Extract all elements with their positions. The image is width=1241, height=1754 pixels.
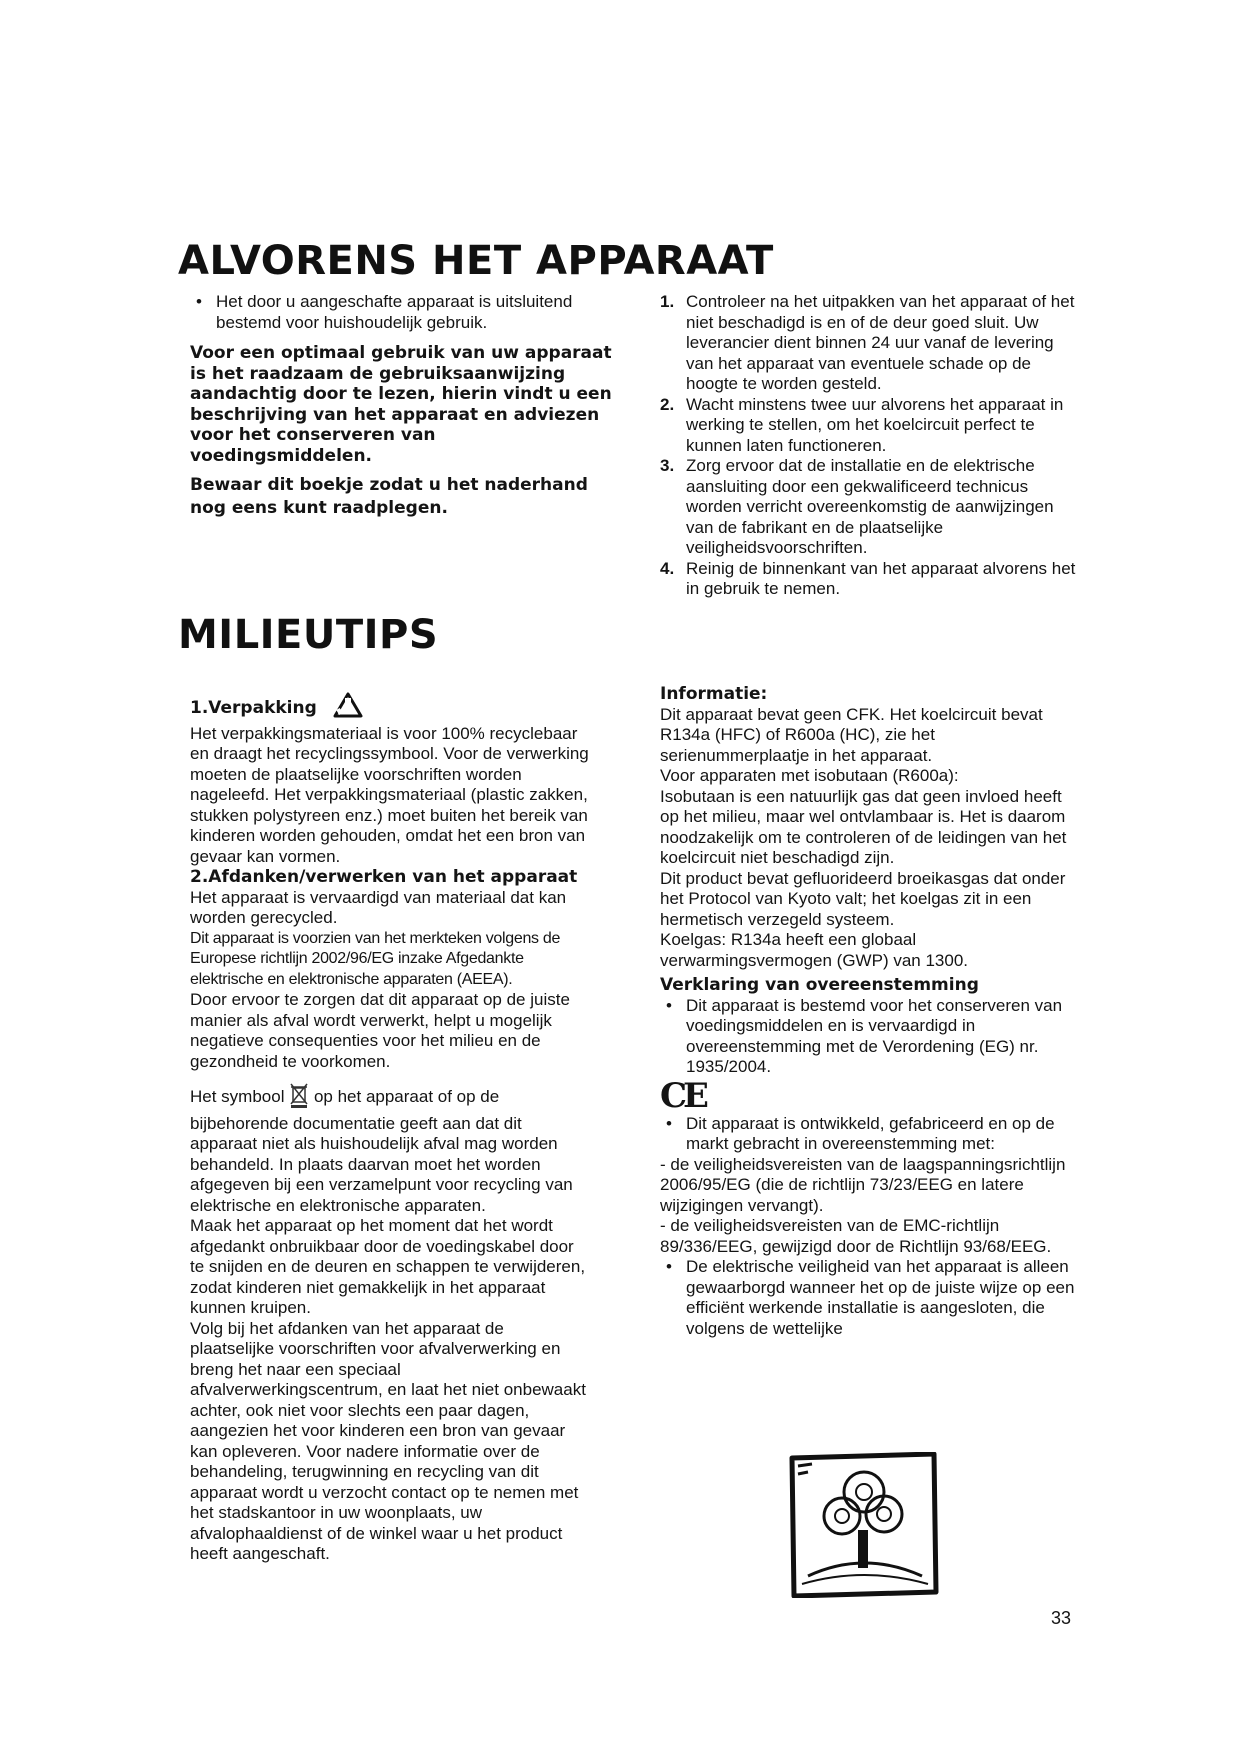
disposal-text-1: Het apparaat is vervaardigd van materiaal dat kan worden gerecycled. [190, 887, 567, 927]
info-text-2: Voor apparaten met isobutaan (R600a): [660, 766, 959, 785]
alvorens-left-column [190, 292, 620, 520]
reading-advice: Voor een optimaal gebruik van uw apparaat is het raadzaam de gebruiksaanwijzing aandachtig door te lezen, hierin vindt u een beschrijving van het apparaat en adviezen voor het conserveren van voedingsmiddelen. [190, 343, 612, 466]
declaration-heading: Verklaring van overeenstemming [660, 975, 979, 995]
milieutips-right-column [660, 684, 1080, 1339]
alvorens-right-column [660, 292, 1080, 600]
milieutips-left-column [190, 692, 590, 1565]
info-text-4: Dit product bevat gefluorideerd broeikasgas dat onder het Protocol van Kyoto valt; het koelgas zit in een hermetisch verzegeld systeem. [660, 868, 1066, 929]
ce-mark: CE [660, 1075, 705, 1116]
info-text-5: Koelgas: R134a heeft een globaal verwarmingsvermogen (GWP) van 1300. [660, 930, 969, 970]
disposal-heading: 2.Afdanken/verwerken van het apparaat [190, 867, 578, 887]
info-text-1: Dit apparaat bevat geen CFK. Het koelcircuit bevat R134a (HFC) of R600a (HC), zie het serienummerplaatje in het apparaat. [660, 704, 1043, 765]
step-1: 1. Controleer na het uitpakken van het apparaat of het niet beschadigd is en of de deur goed sluit. Uw leverancier dient binnen 24 uur vanaf de levering van het apparaat van eventuele schade op de hoogte te worden gesteld. [660, 292, 1075, 393]
declaration-bullet-2: • Dit apparaat is ontwikkeld, gefabriceerd en op de markt gebracht in overeenstemming met: [666, 1113, 1055, 1153]
section-title-milieutips: MILIEUTIPS [178, 612, 439, 658]
disposal-text-4: Maak het apparaat op het moment dat het wordt afgedankt onbruikbaar door de voedingskabel door te snijden en de deuren en schappen te verwijderen, zodat kinderen niet gemakkelijk in het apparaat kunnen kruipen. [190, 1216, 586, 1317]
disposal-text-5: Volg bij het afdanken van het apparaat de plaatselijke voorschriften voor afvalverwerking en breng het naar een speciaal afvalverwerkingscentrum, en laat het niet onbewaakt achter, ook niet voor slechts een paar dagen, aangezien het voor kinderen een bron van gevaar kan opleveren. Voor nadere informatie over de behandeling, terugwinning en recycling van dit apparaat wordt u verzocht contact op te nemen met het stadskantoor in uw woonplaats, uw afvalophaaldienst of de winkel waar u het product heeft aangeschaft. [190, 1318, 586, 1563]
step-2: 2. Wacht minstens twee uur alvorens het apparaat in werking te stellen, om het koelcircuit perfect te kunnen laten functioneren. [660, 394, 1064, 455]
step-4: 4. Reinig de binnenkant van het apparaat alvorens het in gebruik te nemen. [660, 558, 1076, 598]
info-heading: Informatie: [660, 684, 768, 704]
tree-icon [788, 1452, 940, 1598]
recycling-icon [333, 692, 363, 724]
declaration-bullet-3: • De elektrische veiligheid van het apparaat is alleen gewaarborgd wanneer het op de juiste wijze op een efficiënt werkende installatie is aangesloten, die volgens de wettelijke [666, 1257, 1075, 1338]
usage-bullet: • Het door u aangeschafte apparaat is uitsluitend bestemd voor huishoudelijk gebruik. [196, 292, 573, 332]
section-title-alvorens: ALVORENS HET APPARAAT [178, 238, 774, 284]
keep-booklet-note: Bewaar dit boekje zodat u het naderhand nog eens kunt raadplegen. [190, 475, 588, 518]
packaging-heading: 1.Verpakking [190, 692, 590, 724]
packaging-text: Het verpakkingsmateriaal is voor 100% recyclebaar en draagt het recyclingssymbool. Voor de verwerking moeten de plaatselijke voorschriften worden nageleefd. Het verpakkingsmateriaal (plastic zakken, stukken polystyreen enz.) moet buiten het bereik van kinderen worden gehouden, omdat het een bron van gevaar kan vormen. [190, 723, 589, 866]
declaration-emc: - de veiligheidsvereisten van de EMC-richtlijn 89/336/EEG, gewijzigd door de Richtlijn 93/68/EEG. [660, 1216, 1052, 1256]
step-3: 3. Zorg ervoor dat de installatie en de elektrische aansluiting door een gekwalificeerd technicus worden verricht overeenkomstig de aanwijzingen van de fabrikant en de plaatselijke veiligheidsvoorschriften. [660, 456, 1054, 557]
info-text-3: Isobutaan is een natuurlijk gas dat geen invloed heeft op het milieu, maar wel ontvlambaar is. Het is daarom noodzakelijk om te controleren of de leidingen van het koelcircuit niet beschadigd zijn. [660, 786, 1067, 867]
weee-paragraph: Het symbool op het apparaat of op de bijbehorende documentatie geeft aan dat dit apparaat niet als huishoudelijk afval mag worden behandeld. In plaats daarvan moet het worden afgegeven bij een verzamelpunt voor recycling van elektrische en elektronische apparaten. [190, 1082, 590, 1216]
crossed-bin-icon [289, 1082, 309, 1114]
disposal-text-2: Dit apparaat is voorzien van het merkteken volgens de Europese richtlijn 2002/96/EG inzake Afgedankte elektrische en elektronische apparaten (AEEA). [190, 929, 561, 988]
declaration-lvd: - de veiligheidsvereisten van de laagspanningsrichtlijn 2006/95/EG (die de richtlijn 73/23/EEG en latere wijzigingen vervangt). [660, 1154, 1066, 1215]
declaration-bullet-1: • Dit apparaat is bestemd voor het conserveren van voedingsmiddelen en is vervaardigd in overeenstemming met de Verordening (EG) nr. 1935/2004. [666, 995, 1063, 1076]
page-number: 33 [1050, 1608, 1071, 1628]
disposal-text-3: Door ervoor te zorgen dat dit apparaat op de juiste manier als afval wordt verwerkt, helpt u mogelijk negatieve consequenties voor het milieu en de gezondheid te voorkomen. [190, 990, 570, 1071]
environment-tree-logo [788, 1452, 940, 1598]
